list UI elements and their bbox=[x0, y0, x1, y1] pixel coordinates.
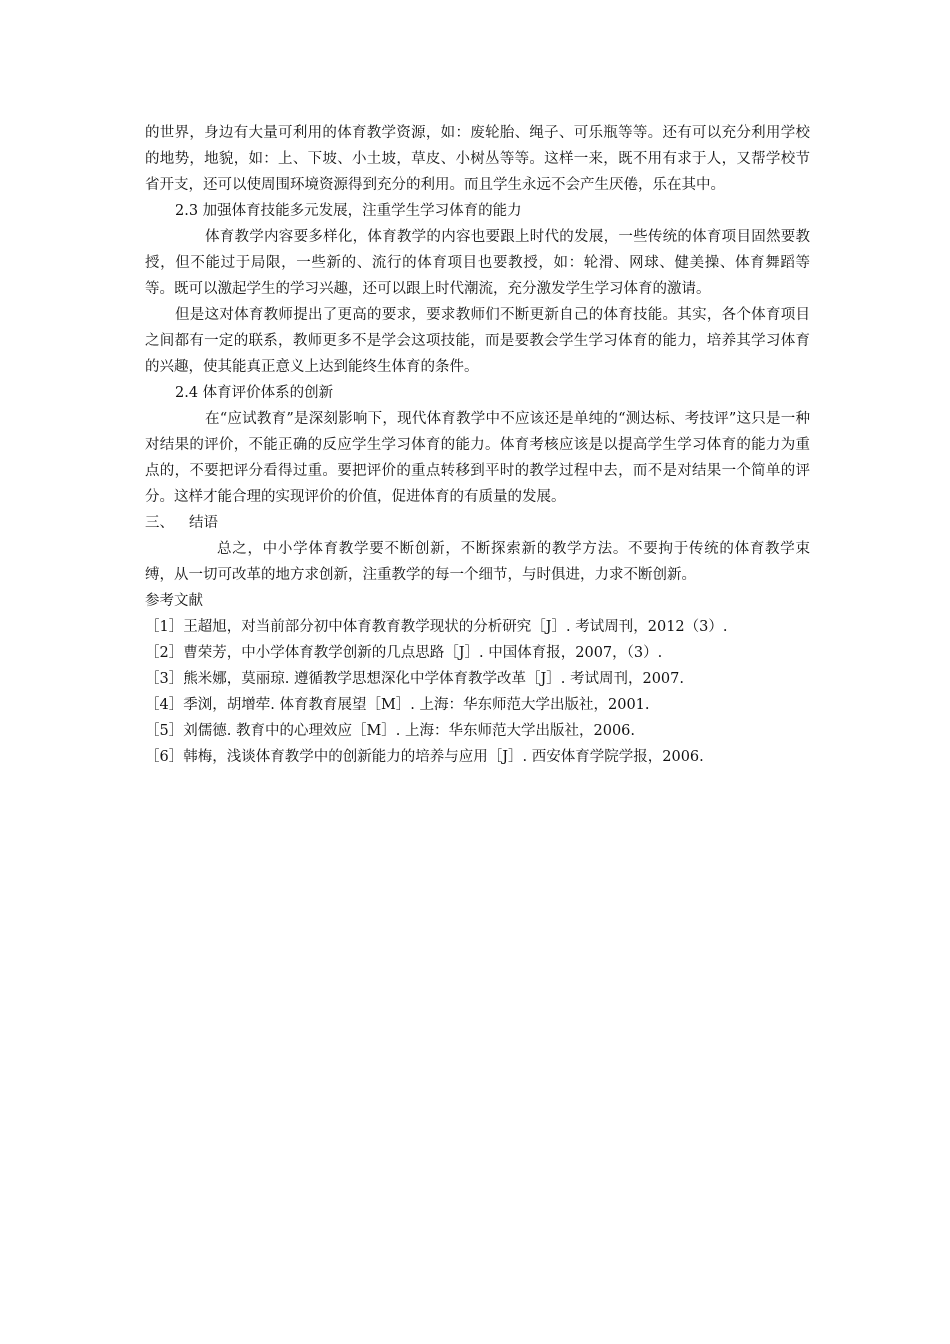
paragraph-evaluation: 在“应试教育”是深刻影响下，现代体育教学中不应该还是单纯的“测达标、考技评”这只是一种对结果的评价，不能正确的反应学生学习体育的能力。体育考核应该是以提高学生学习体育的能力为重点的，不要把评分看得过重。要把评价的重点转移到平时的教学过程中去，而不是对结果一个简单的评分。这样才能合理的实现评价的价值，促进体育的有质量的发展。 bbox=[145, 411, 810, 505]
reference-item: ［6］韩梅，浅谈体育教学中的创新能力的培养与应用［J］. 西安体育学院学报，2006. bbox=[145, 749, 704, 765]
paragraph-diversified-content: 体育教学内容要多样化，体育教学的内容也要跟上时代的发展，一些传统的体育项目固然要教授，但不能过于局限，一些新的、流行的体育项目也要教授，如：轮滑、网球、健美操、体育舞蹈等等。既可以激起学生的学习兴趣，还可以跟上时代潮流，充分激发学生学习体育的激请。 bbox=[145, 229, 810, 297]
section-number: 三、 bbox=[145, 515, 174, 531]
reference-item: ［1］王超旭，对当前部分初中体育教育教学现状的分析研究［J］. 考试周刊，2012（3）. bbox=[145, 619, 728, 635]
heading-section-3 bbox=[145, 510, 810, 536]
paragraph-teacher-requirements: 但是这对体育教师提出了更高的要求，要求教师们不断更新自己的体育技能。其实，各个体育项目之间都有一定的联系，教师更多不是学会这项技能，而是要教会学生学习体育的能力，培养其学习体育的兴趣，使其能真正意义上达到能终生体育的条件。 bbox=[145, 307, 810, 375]
heading-2-4: 2.4 体育评价体系的创新 bbox=[175, 385, 334, 401]
document-page bbox=[145, 120, 810, 770]
paragraph-resources: 的世界，身边有大量可利用的体育教学资源，如：废轮胎、绳子、可乐瓶等等。还有可以充分利用学校的地势，地貌，如：上、下坡、小土坡，草皮、小树丛等等。这样一来，既不用有求于人，又帮学校节省开支，还可以使周围环境资源得到充分的利用。而且学生永远不会产生厌倦，乐在其中。 bbox=[145, 125, 810, 193]
reference-item: ［3］熊米娜，莫丽琼. 遵循教学思想深化中学体育教学改革［J］. 考试周刊，2007. bbox=[145, 671, 684, 687]
reference-item: ［5］刘儒德. 教育中的心理效应［M］. 上海：华东师范大学出版社，2006. bbox=[145, 723, 636, 739]
reference-item: ［2］曹荣芳，中小学体育教学创新的几点思路［J］. 中国体育报，2007，（3）. bbox=[145, 645, 663, 661]
heading-2-3: 2.3 加强体育技能多元发展，注重学生学习体育的能力 bbox=[175, 203, 522, 219]
paragraph-conclusion: 总之，中小学体育教学要不断创新，不断探索新的教学方法。不要拘于传统的体育教学束缚，从一切可改革的地方求创新，注重教学的每一个细节，与时俱进，力求不断创新。 bbox=[145, 541, 810, 583]
reference-item: ［4］季浏，胡增荦. 体育教育展望［M］. 上海：华东师范大学出版社，2001. bbox=[145, 697, 650, 713]
references-list bbox=[145, 614, 810, 770]
references-title: 参考文献 bbox=[145, 593, 203, 609]
section-title: 结语 bbox=[189, 515, 218, 531]
